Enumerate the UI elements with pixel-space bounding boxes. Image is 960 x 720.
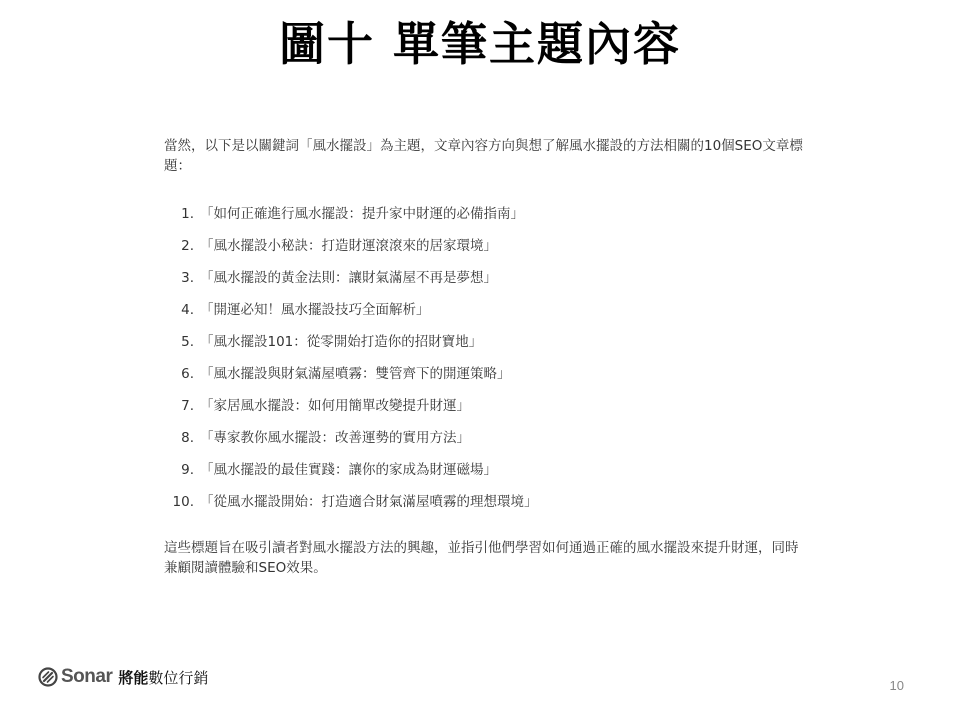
list-item [164, 364, 804, 396]
list-item-number: 8. [181, 430, 194, 446]
list-item [164, 396, 804, 428]
embedded-screenshot [150, 128, 810, 588]
slide-title: 圖十 單筆主題內容 [278, 17, 681, 71]
list-item-number: 4. [181, 302, 194, 318]
list-item-number: 5. [181, 334, 194, 350]
list-item [164, 492, 804, 524]
list-item [164, 204, 804, 236]
list-item-number: 9. [181, 462, 194, 478]
logo-subtitle-rest: 數位行銷 [148, 668, 209, 687]
list-item-text: 「風水擺設的黃金法則：讓財氣滿屋不再是夢想」 [200, 270, 497, 286]
intro-paragraph: 當然，以下是以關鍵詞「風水擺設」為主題，文章內容方向與想了解風水擺設的方法相關的10個SEO文章標題： [164, 138, 803, 174]
list-item-text: 「開運必知！風水擺設技巧全面解析」 [200, 302, 430, 318]
list-item-text: 「家居風水擺設：如何用簡單改變提升財運」 [200, 398, 470, 414]
sonar-logo-icon [38, 667, 58, 687]
list-item [164, 236, 804, 268]
list-item-number: 6. [181, 366, 194, 382]
list-item-number: 7. [181, 398, 194, 414]
list-item-number: 2. [181, 238, 194, 254]
list-item-number: 1. [181, 206, 194, 222]
list-item-number: 10. [172, 494, 194, 510]
list-item-text: 「專家教你風水擺設：改善運勢的實用方法」 [200, 430, 470, 446]
logo-subtitle-bold: 將能 [118, 668, 149, 687]
list-item-text: 「風水擺設小秘訣：打造財運滾滾來的居家環境」 [200, 238, 497, 254]
list-item [164, 300, 804, 332]
list-item [164, 428, 804, 460]
company-logo [38, 664, 208, 690]
list-item-text: 「風水擺設的最佳實踐：讓你的家成為財運磁場」 [200, 462, 497, 478]
list-item [164, 460, 804, 492]
list-item-text: 「從風水擺設開始：打造適合財氣滿屋噴霧的理想環境」 [200, 494, 538, 510]
logo-wordmark: Sonar [61, 666, 113, 687]
page-number: 10 [889, 678, 904, 693]
logo-subtitle [118, 667, 208, 688]
list-item [164, 268, 804, 300]
list-item-text: 「風水擺設與財氣滿屋噴霧：雙管齊下的開運策略」 [200, 366, 511, 382]
title-list [164, 204, 804, 524]
list-item-text: 「風水擺設101：從零開始打造你的招財寶地」 [200, 334, 483, 350]
list-item-number: 3. [181, 270, 194, 286]
closing-paragraph: 這些標題旨在吸引讀者對風水擺設方法的興趣，並指引他們學習如何通過正確的風水擺設來提升財運，同時兼顧閱讀體驗和SEO效果。 [164, 540, 799, 576]
list-item [164, 332, 804, 364]
list-item-text: 「如何正確進行風水擺設：提升家中財運的必備指南」 [200, 206, 524, 222]
